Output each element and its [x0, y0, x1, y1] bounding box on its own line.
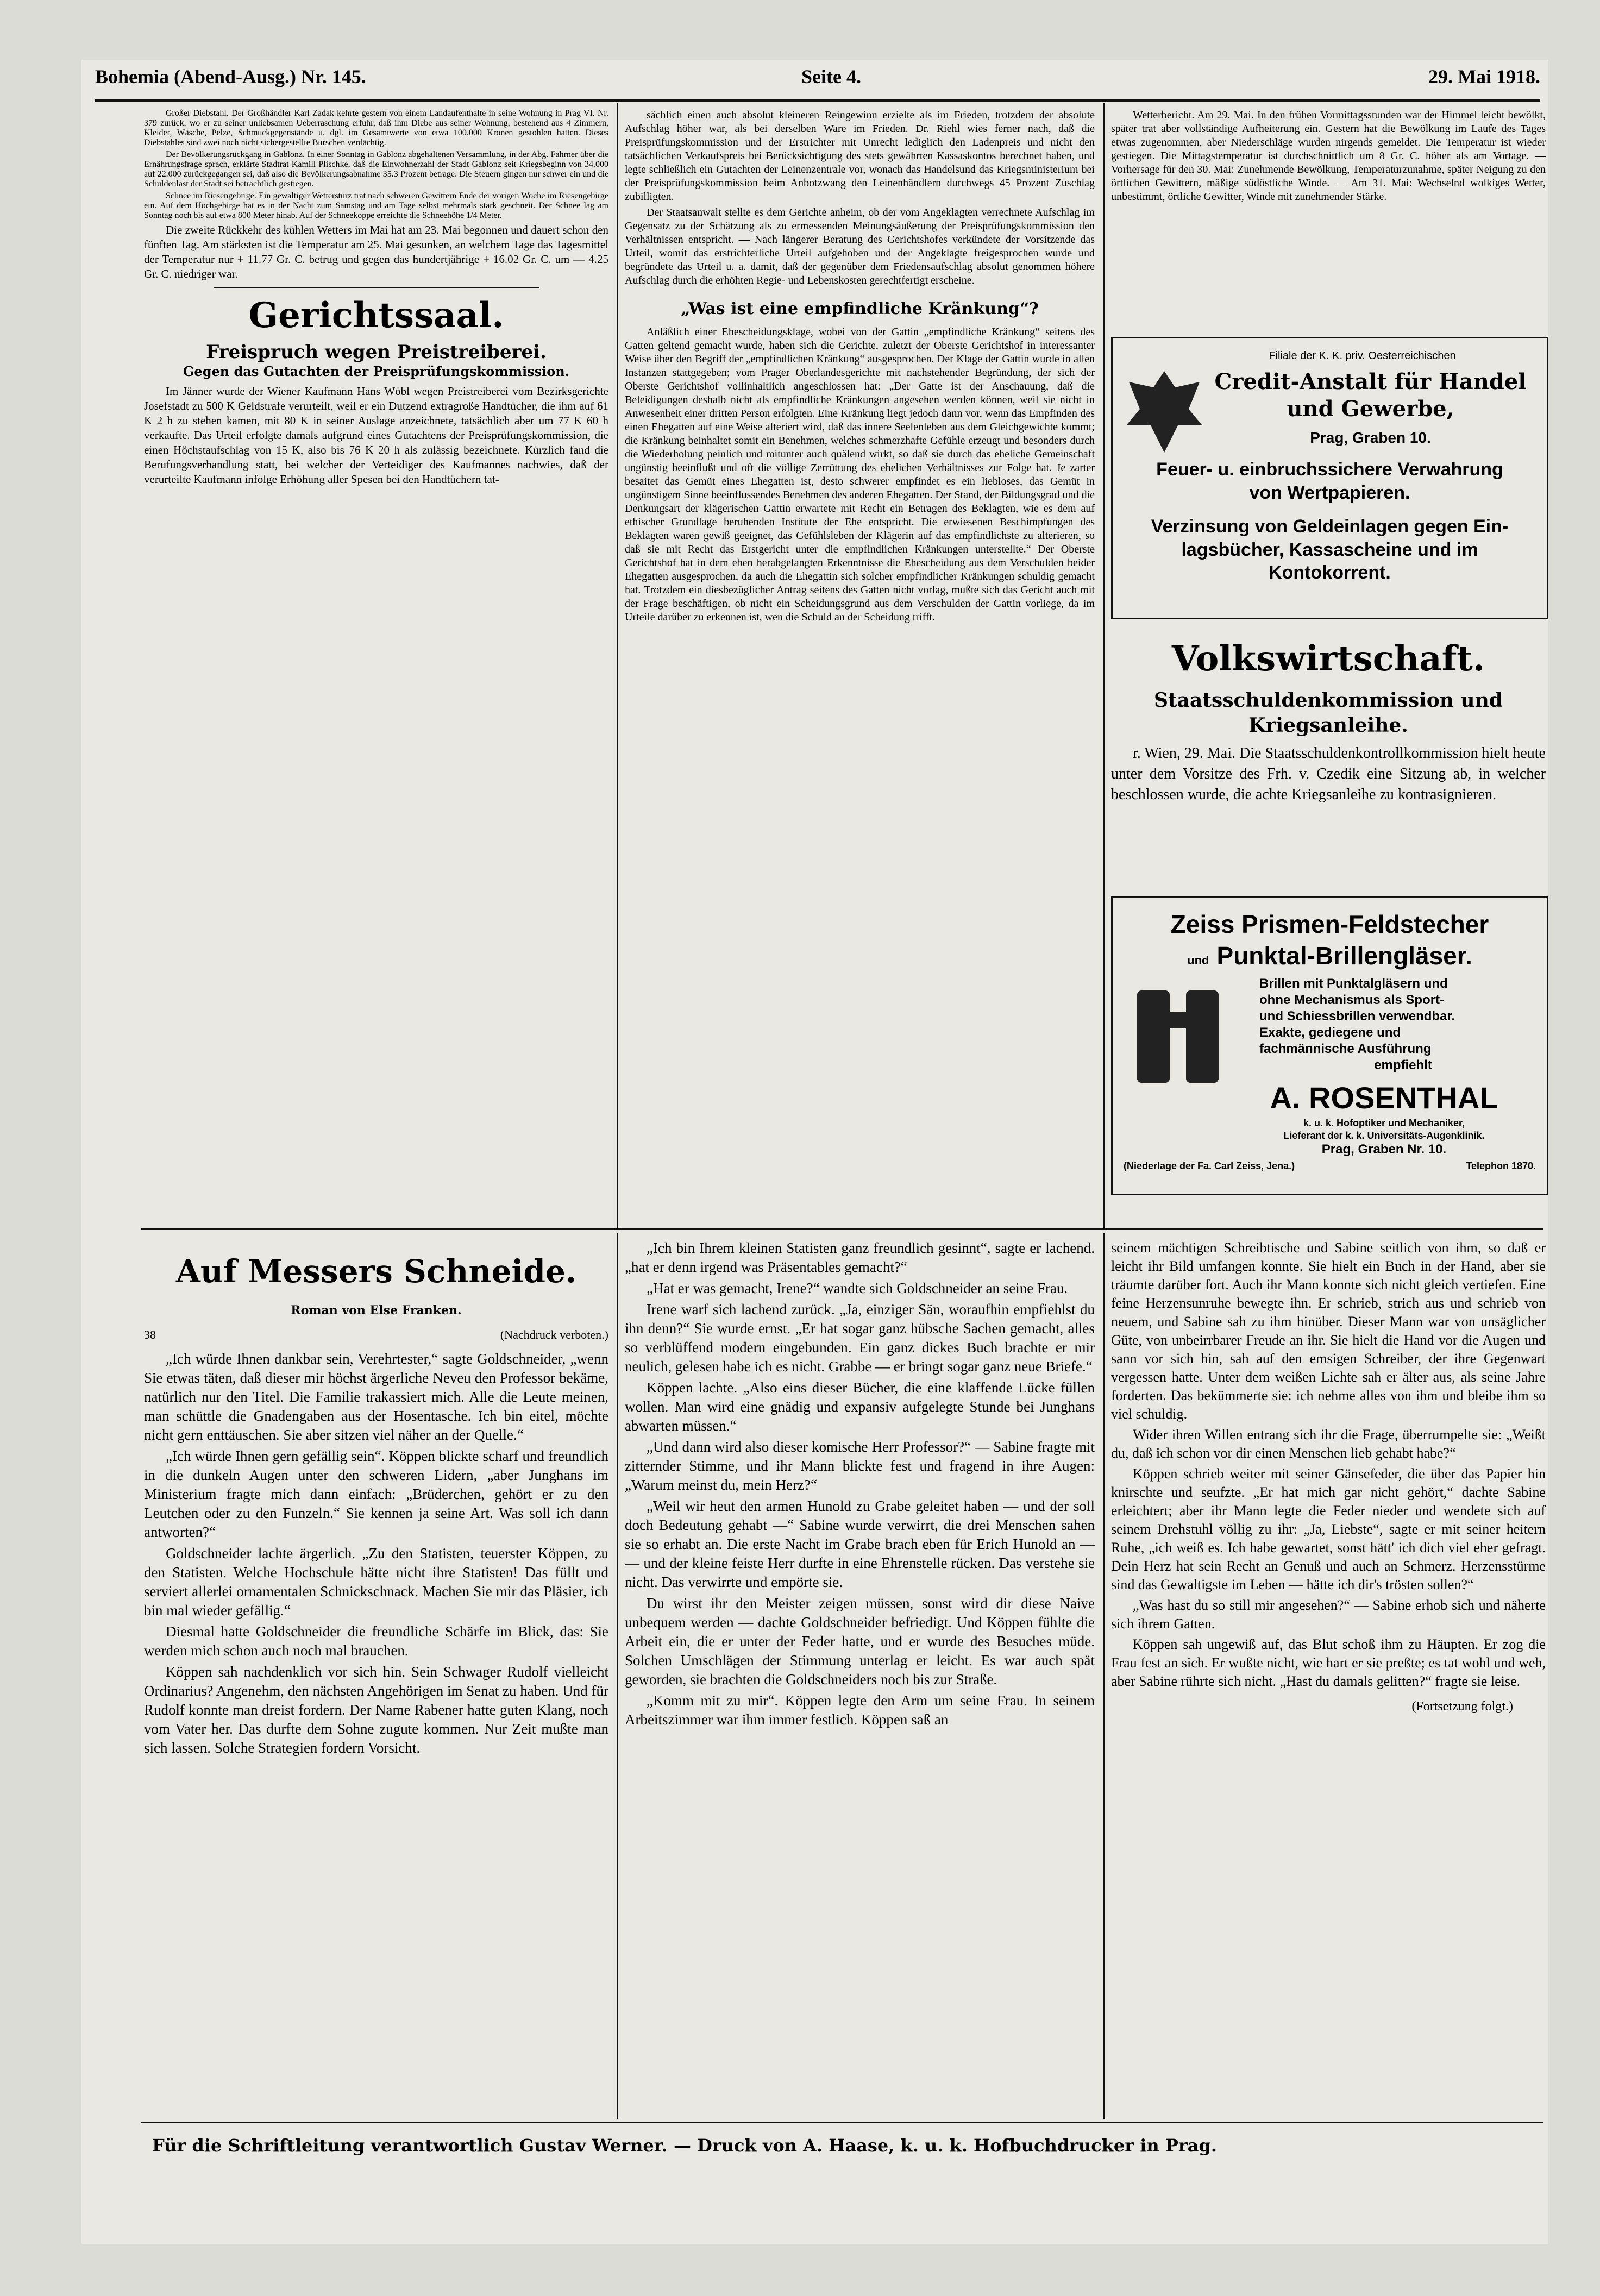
ad-bank-service: Feuer- u. einbruchssichere Verwahrung — [1156, 459, 1503, 480]
section-rule — [141, 1228, 1543, 1230]
novel-paragraph: „Was hast du so still mir angesehen?“ — Sabine erhob sich und näherte sich ihrem Gatten. — [1111, 1597, 1546, 1632]
optician-advertisement — [1111, 896, 1548, 1195]
installment-number: 38 — [144, 1328, 156, 1341]
novel-paragraph: „Hat er was gemacht, Irene?“ wandte sich Goldschneider an seine Frau. — [647, 1280, 1068, 1296]
header-rule — [95, 99, 1540, 102]
article-population: Der Bevölkerungsrückgang in Gablonz. In einer Sonntag in Gablonz abgehaltenen Versammlung, in der Abg. Fahrner über die Ernährungsfrage sprach, erklärte Stadtrat Kamill Plischke, daß die Einwohnerzahl der Stadt Gablonz seit Kriegsbeginn von 34.000 auf 22.000 zurückgegangen sei, daß also die Bevölkerungsabnahme 35.3 Prozent betrage. Die Steuern gingen nur schwer ein und die Schuldenlast der Stadt sei beträchtlich gestiegen. — [144, 150, 608, 189]
novel-paragraph: Wider ihren Willen entrang sich ihr die Frage, überrumpelte sie: „Weißt du, daß ich schon vor dir einen Menschen lieb gehabt habe?“ — [1111, 1427, 1546, 1461]
ad-optician-headline: Punktal-Brillengläser. — [1216, 941, 1472, 970]
reprint-note: (Nachdruck verboten.) — [500, 1328, 608, 1341]
economy-title: Volkswirtschaft. — [1171, 638, 1485, 679]
page-header — [95, 65, 1551, 98]
binoculars-icon — [1129, 980, 1227, 1088]
ad-optician-text: und Schiessbrillen verwendbar. — [1259, 1009, 1455, 1024]
novel-paragraph: „Ich bin Ihrem kleinen Statisten ganz freundlich gesinnt“, sagte er lachend. „hat er denn irgend was Präsentables gemacht?“ — [625, 1240, 1095, 1275]
court-headline: Freispruch wegen Preistreiberei. — [206, 341, 547, 363]
ad-optician-phone: Telephon 1870. — [1466, 1160, 1536, 1171]
eagle-emblem — [1124, 366, 1205, 458]
ad-bank-address: Prag, Graben 10. — [1310, 429, 1431, 446]
novel-paragraph: seinem mächtigen Schreibtische und Sabine seitlich von ihm, so daß er leicht ihr Bild umfangen konnte. Sie hielt ein Buch in der Hand, aber sie träumte darüber fort. Auch ihr Mann konnte sich nicht gleich vertiefen. Eine feine Herzensunruhe bewegte ihn. Er schrieb, strich aus und schrieb von neuem, und Sabine sah zu ihm hinüber. Dieser Mann war von unsäglicher Güte, von unbeirrbarer Freude an ihr. Sie hielt die Hand vor die Augen und sann vor sich hin, sah auf den emsigen Schreiber, der ihre Gegenwart vergessen hatte. Unter dem weißen Lichte sah er älter aus, als seine Jahre forderten. Das bekümmerte sie: ich nehme alles von ihm und bleibe ihm so viel schuldig. — [1111, 1240, 1546, 1422]
column-local-news — [144, 109, 608, 1222]
column-divider — [617, 103, 618, 1228]
economy-headline: Staatsschuldenkommission und Kriegsanleihe. — [1154, 689, 1503, 737]
article-snow: Schnee im Riesengebirge. Ein gewaltiger Wettersturz trat nach schweren Gewittern Ende der vorigen Woche im Riesengebirge ein. Auf dem Hochgebirge hat es in der Nacht zum Samstag und am Tage selbst mehrmals stark geschneit. Der Schnee lag am Sonntag noch bis auf etwa 800 Meter hinab. Auf der Schneekoppe erreichte die Schneehöhe 1/4 Meter. — [144, 191, 608, 220]
ad-optician-und: und — [1187, 953, 1209, 967]
novel-paragraph: Köppen schrieb weiter mit seiner Gänsefeder, die über das Papier hin knirschte und seufzte. „Er hat mich gar nicht gehört,“ dachte Sabine erleichtert; aber ihr Mann legte die Feder nieder und wendete sich auf seinem Drehstuhl völlig zu ihr: „Ja, Liebste“, sagte er mit seiner heitern Ruhe, „ich weiß es. Ich habe gewartet, sonst hätt' ich dich viel eher gefragt. Dein Herz hat sein Recht an Genuß und auch an Schmerz. Herzensstürme sind das Gewaltigste im Leben — hätte ich dir's trösten sollen?“ — [1111, 1466, 1546, 1592]
ad-optician-name: A. ROSENTHAL — [1270, 1081, 1498, 1115]
column-divider — [1103, 1233, 1105, 2119]
divider — [214, 287, 539, 288]
ad-optician-text: ohne Mechanismus als Sport- — [1259, 993, 1445, 1007]
novel-paragraph: Irene warf sich lachend zurück. „Ja, einziger Sän, woraufhin empfiehlst du ihn denn?“ Sie wurde ernst. „Er hat sogar ganz hübsche Sachen gemacht, alles so verblüffend modern eingebunden. Ein ganz dickes Buch brachte er mir neulich, gelesen habe ich es nicht. Grabbe — er bringt sogar ganz neue Briefe.“ — [625, 1301, 1095, 1375]
ad-optician-depot: (Niederlage der Fa. Carl Zeiss, Jena.) — [1124, 1160, 1295, 1171]
article-offense-title: „Was ist eine empfindliche Kränkung“? — [681, 299, 1039, 318]
continued-note: (Fortsetzung folgt.) — [1411, 1699, 1513, 1714]
column-divider — [1103, 103, 1105, 1228]
article-verdict: Der Staatsanwalt stellte es dem Gerichte anheim, ob der vom Angeklagten verrechnete Aufschlag im Gegensatz zu der Schätzung als zu ermessenden Meinungsäußerung der Preisprüfungskommission den Verhältnissen entspricht. — Nach längerer Beratung des Gerichtshofes verkündete der Vorsitzende das Urteil, womit das erstrichterliche Urteil aufgehoben und der Angeklagte freigesprochen wurde und begründete das Urteil u. a. damit, daß der gegenüber dem Friedensaufschlag absolut genommen höhere Aufschlag durch die erhöhten Regie- und Lebenskosten gerechtfertigt erscheine. — [625, 206, 1095, 286]
novel-author: Roman von Else Franken. — [291, 1303, 462, 1318]
imprint-footer: Für die Schriftleitung verantwortlich Gustav Werner. — Druck von A. Haase, k. u. k. Hofbuchdrucker in Prag. — [152, 2135, 1217, 2156]
court-section-title: Gerichtssaal. — [248, 295, 504, 336]
novel-paragraph: Goldschneider lachte ärgerlich. „Zu den Statisten, teuerster Köppen, zu den Statisten. Welche Hochschule hätte nicht ihre Statisten! Das füllt und serviert allerlei ornamentalen Schnickschnack. Machen Sie mir das Pläsier, ich bin mal wieder gefällig.“ — [144, 1545, 608, 1619]
novel-paragraph: „Komm mit zu mir“. Köppen legte den Arm um seine Frau. In seinem Arbeitszimmer war ihm immer festlich. Köppen saß an — [625, 1692, 1095, 1728]
ad-bank-service: Kontokorrent. — [1269, 562, 1391, 583]
article-price-gouging: Im Jänner wurde der Wiener Kaufmann Hans Wöbl wegen Preistreiberei vom Bezirksgerichte Josefstadt zu 500 K Geldstrafe verurteilt, weil er ein Dutzend extragroße Handtücher, die ihm auf 61 K 2 h zu stehen kamen, mit 80 K in seiner Auslage anzeichnete, tatsächlich aber um 77 K 60 h verkaufte. Das Urteil erfolgte damals aufgrund eines Gutachtens der Preisprüfungskommission, die einen Höchstaufschlag von 15 K, also bis 76 K 20 h als zulässig bezeichnete. Kürzlich fand die Berufungsverhandlung statt, bei welcher der Verteidiger des Kaufmannes nachwies, daß der verurteilte Kaufmann infolge Erhöhung aller Spesen bei den Handtüchern tat- — [144, 385, 608, 486]
header-masthead: Bohemia (Abend-Ausg.) Nr. 145. — [95, 66, 366, 87]
ad-bank-line: Filiale der K. K. priv. Oesterreichischen — [1269, 350, 1456, 362]
article-theft: Großer Diebstahl. Der Großhändler Karl Zadak kehrte gestern von einem Landaufenthalte in seine Wohnung in Prag VI. Nr. 379 zurück, wo er zu seiner unliebsamen Ueberraschung erfuhr, daß ihm Diebe aus seiner Wohnung, bestehend aus 4 Zimmern, Kleider, Wäsche, Pelze, Schmuckgegenstände u. dgl. im Gesamtwerte von etwa 100.000 Kronen gestohlen hatten. Dieses Diebstahles sind zwei noch nicht sichergestellte Burschen verdächtig. — [144, 109, 608, 147]
novel-paragraph: Köppen lachte. „Also eins dieser Bücher, die eine klaffende Lücke füllen wollen. Man wird eine gnädig und expansiv aufgelegte Stunde bei Junghans abwarten müssen.“ — [625, 1379, 1095, 1434]
novel-paragraph: Du wirst ihr den Meister zeigen müssen, sonst wird dir diese Naive unbequem werden — dachte Goldschneider befriedigt. Und Köppen fühlte die Arbeit ein, die er unter der Feder hatte, und er wurde des Besuches müde. Solchen Umschlägen der Stimmung unterlag er leicht. Es war auch spät geworden, sie brachten die Goldschneiders noch bis zur Straße. — [625, 1595, 1095, 1688]
novel-paragraph: Köppen sah nachdenklich vor sich hin. Sein Schwager Rudolf vielleicht Ordinarius? Angenehm, den nächsten Angehörigen im Senat zu haben. Und für Rudolf konnte man dreist fordern. Der Name Rabener hatte guten Klang, noch vom Vater her. Das durfte dem Sohne zugute kommen. Nur Zeit mußte man sich lassen. Solche Strategien fordern Vorsicht. — [144, 1664, 608, 1756]
novel-column-2 — [625, 1239, 1095, 2116]
column-divider — [617, 1233, 618, 2119]
bank-advertisement — [1111, 337, 1548, 619]
article-offense-body: Anläßlich einer Ehescheidungsklage, wobei von der Gattin „empfindliche Kränkung“ seitens des Gatten geltend gemacht wurde, haben sich die Gerichte, zuletzt der Oberste Gerichtshof in interessanter Weise über den Begriff der „empfindlichen Kränkung“ ausgesprochen. Der Klage der Gattin wurde in allen Instanzen stattgegeben; vom Prager Oberlandesgerichte mit nachstehender Begründung, der sich der Oberste Gerichtshof vollinhaltlich angeschlossen hat: „Der Gatte ist der Anschauung, daß die Beleidigungen deshalb nicht als empfindliche Kränkungen angesehen werden können, weil sie nicht in Anwesenheit einer dritten Person erfolgten. Eine Kränkung liegt jedoch dann vor, wenn das Empfinden des einen Ehegatten auf eine Weise alteriert wird, daß das innere Seelenleben aus dem Gleichgewichte kommt; die Kränkung beinhaltet somit ein Benehmen, welches schmerzhafte Gefühle erzeugt und besonders durch die Wiederholung peinlich und mitunter auch quälend wirkt, so daß sie durch das eheliche Gemeinschaft ungünstig beeinflußt und oft die völlige Zerrüttung des ehelichen Verhältnisses zur Folge hat. Je zarter besaitet das Gemüt eines Ehegatten ist, desto schwerer empfindet es ein liebloses, das Gemüt in ungünstigem Sinne beeinflussendes Benehmen des anderen Ehegatten. Der Stand, der Bildungsgrad und die Denkungsart der klägerischen Gattin erwartete mit Recht ein Betragen des Beklagten, wie es dem auf ethischer Grundlage beruhenden Institute der Ehe entspricht. Die erwiesenen Beschimpfungen des Beklagten waren gewiß geeignet, das Gefühlsleben der Klägerin auf das empfindlichste zu alterieren, so daß sie mit Recht das Erstgericht unter die empfindlichen Kränkungen unterstellte.“ Der Oberste Gerichtshof hat in dem eben herabgelangten Erkenntnisse die Ehescheidung aus dem Verschulden beider Ehegatten ausgesprochen, da auch die Ehegattin sich solcher empfindlicher Kränkungen schuldig gemacht hat. Trotzdem ein diesbezüglicher Antrag seitens des Gatten nicht vorlag, mußte sich das Gericht auch mit der Frage beschäftigen, ob nicht ein Scheidungsgrund aus dem Verschulden der Gattin vorliege, da im Urteile darüber zu erkennen ist, wen die Schuld an der Scheidung trifft. — [625, 326, 1095, 623]
footer-rule — [141, 2122, 1543, 2123]
ad-optician-headline: Zeiss Prismen-Feldstecher — [1170, 910, 1489, 938]
novel-paragraph: „Weil wir heut den armen Hunold zu Grabe geleitet haben — und der soll doch Bedeutung gehabt —“ Sabine wurde verwirrt, die drei Menschen sahen sie so erhabt an. Die erste Nacht im Grabe brach eben für Erich Hunold an — — und der kleine feiste Herr durfte in eine Ehrenstelle rücken. Das verstehe sie nicht. Das verwirrte und empörte sie. — [625, 1498, 1095, 1590]
article-court-continued: sächlich einen auch absolut kleineren Reingewinn erzielte als im Frieden, trotzdem der absolute Aufschlag höher war, als bei derselben Ware im Frieden. Dr. Riehl wies ferner nach, daß die Preisprüfungskommission und der Erstrichter mit Unrecht lediglich den Ladenpreis und nicht den tatsächlichen Verkaufspreis bei Berücksichtigung des stets gewährten Kassaskontos berechnet haben, und legte schließlich ein Gutachten der Leinenzentrale vor, wonach das Handelsund das Kriegsministerium bei der Preisprüfungskommission beim Anbotzwang den Leinenhändlern durchwegs 45 Prozent Zuschlag zubilligten. — [625, 109, 1095, 203]
header-page-number: Seite 4. — [801, 66, 861, 87]
ad-optician-text: fachmännische Ausführung — [1259, 1042, 1432, 1056]
novel-title: Auf Messers Schneide. — [175, 1253, 577, 1290]
ad-optician-text: empfiehlt — [1374, 1058, 1432, 1072]
ad-optician-address: Prag, Graben Nr. 10. — [1321, 1142, 1447, 1157]
weather-report: Wetterbericht. Am 29. Mai. In den frühen Vormittagsstunden war der Himmel leicht bewölkt, später trat aber vollständige Aufheiterung ein. Gestern hat die Bewölkung im Laufe des Tages etwas zugenommen, aber Niederschläge wurden nirgends gemeldet. Die Temperatur ist wieder gestiegen. Die Mittagstemperatur ist durchschnittlich um 8 Gr. C. höher als am Vortage. — Vorhersage für den 30. Mai: Zunehmende Bewölkung, Temperaturzunahme, später Neigung zu den örtlichen Gewittern, mäßige südöstliche Winde. — Am 31. Mai: Wechselnd wolkiges Wetter, unbestimmt, örtliche Gewitter, Winde mit zunehmender Stärke. — [1111, 109, 1546, 203]
ad-optician-text: Exakte, gediegene und — [1259, 1025, 1401, 1040]
ad-bank-service: von Wertpapieren. — [1249, 482, 1410, 503]
ad-optician-title: k. u. k. Hofoptiker und Mechaniker, — [1303, 1118, 1465, 1128]
ad-bank-service: lagsbücher, Kassascheine und im — [1181, 539, 1478, 560]
novel-paragraph: Köppen sah ungewiß auf, das Blut schoß ihm zu Häupten. Er zog die Frau fest an sich. Er wußte nicht, wie hart er sie preßte; es tat wohl und weh, aber Sabine rührte sich nicht. „Hast du damals gelitten?“ fragte sie leise. — [1111, 1636, 1546, 1689]
novel-column-1 — [144, 1239, 608, 2116]
ad-optician-text: Brillen mit Punktalgläsern und — [1259, 976, 1448, 991]
novel-column-3 — [1111, 1239, 1546, 2116]
ad-bank-name: Credit-Anstalt für Handel und Gewerbe, — [1214, 369, 1527, 422]
novel-paragraph: „Ich würde Ihnen dankbar sein, Verehrtester,“ sagte Goldschneider, „wenn Sie etwas täten, daß dieser mir höchst ärgerliche Neveu den Professor bekäme, natürlich nur den Titel. Die Familie trakassiert mich. Alle die Leute meinen, man schüttle die Gnadengaben aus der Hosentasche. Ich bin eitel, möchte nicht gern enttäuschen. Sie aber sitzen viel näher an der Quelle.“ — [144, 1351, 608, 1443]
ad-optician-title: Lieferant der k. k. Universitäts-Augenklinik. — [1283, 1130, 1485, 1141]
header-date: 29. Mai 1918. — [1428, 66, 1540, 87]
article-weather-return: Die zweite Rückkehr des kühlen Wetters im Mai hat am 23. Mai begonnen und dauert schon den fünften Tag. Am stärksten ist die Temperatur am 25. Mai gesunken, an welchem Tage das Tagesmittel der Temperatur nur + 11.77 Gr. C. betrug und gegen das hundertjährige + 16.02 Gr. C. um — 4.25 Gr. C. niedriger war. — [144, 223, 608, 280]
column-court — [625, 109, 1095, 1222]
novel-paragraph: „Und dann wird also dieser komische Herr Professor?“ — Sabine fragte mit zitternder Stimme, und ihr Mann blickte fest und fragend in ihre Augen: „Warum meinst du, mein Herz?“ — [625, 1439, 1095, 1493]
economy-article: r. Wien, 29. Mai. Die Staatsschuldenkontrollkommission hielt heute unter dem Vorsitze des Frh. v. Czedik eine Sitzung ab, in welcher beschlossen wurde, die achte Kriegsanleihe zu kontrasignieren. — [1111, 745, 1546, 803]
novel-paragraph: Diesmal hatte Goldschneider die freundliche Schärfe im Blick, das: Sie werden mich schon auch noch mal brauchen. — [144, 1623, 608, 1659]
economy-section — [1111, 636, 1546, 891]
ad-bank-service: Verzinsung von Geldeinlagen gegen Ein- — [1151, 516, 1509, 537]
novel-paragraph: „Ich würde Ihnen gern gefällig sein“. Köppen blickte scharf und freundlich in die dunkeln Augen unter den schweren Lidern, „aber Junghans im Ministerium fragte mich dann einfach: „Brüderchen, gehört er zu den Leutchen oder zu den Funzeln.“ Sie kennen ja seine Art. Was soll ich dann antworten?“ — [144, 1448, 608, 1540]
court-subheadline: Gegen das Gutachten der Preisprüfungskommission. — [183, 363, 570, 379]
